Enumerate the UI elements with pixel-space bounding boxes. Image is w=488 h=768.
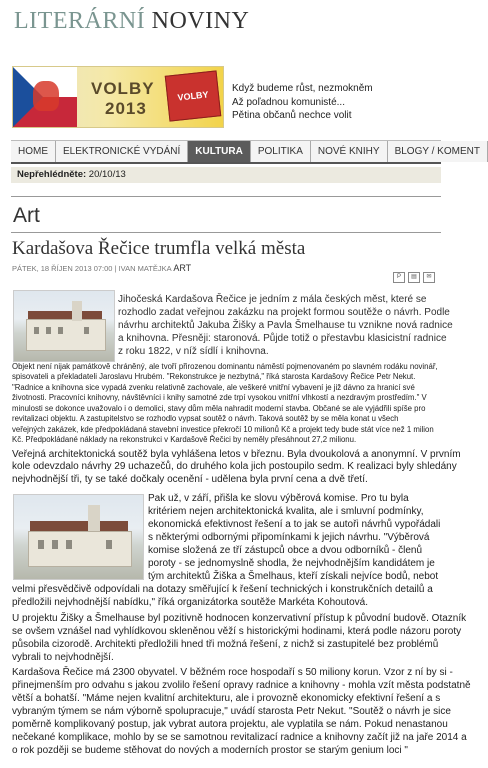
promo-link[interactable]: Pětina občanů nechce volit: [232, 110, 352, 121]
body-line: poměrně komplikovaný postup, jak vybrat autora projektu, ale vyplatila se nám. Pokud nenastanou: [12, 719, 448, 730]
article-meta: [12, 263, 191, 273]
promo-link[interactable]: Když budeme růst, nezmokněm: [232, 83, 373, 94]
body-line: veřejných zakázek, kde předpokládaná stavební investice překročí 10 milionů Kč a projekt tedy bude stát více než 1 milion: [12, 425, 434, 434]
print-icon[interactable]: ▤: [408, 272, 420, 283]
article-tools: [393, 272, 435, 283]
divider: [11, 232, 441, 233]
body-line: U projektu Žišky a Šmelhause byl pozitivně hodnocen konzervativní přístup k původní budově. Otazník: [12, 613, 467, 624]
body-line: s některými odbornými připomínkami k jejich návrhu. "Výběrová: [148, 532, 430, 543]
czech-flag-icon: [13, 67, 77, 127]
body-line: Pak už, v září, přišla ke slovu výběrová komise. Pro tu byla: [148, 493, 409, 504]
coat-of-arms-icon: [33, 81, 59, 111]
pdf-icon[interactable]: P: [393, 272, 405, 283]
nav-electronic-edition[interactable]: ELEKTRONICKÉ VYDÁNÍ: [56, 141, 188, 162]
ticker: [11, 167, 441, 183]
masthead-part2: NOVINY: [151, 8, 250, 34]
body-line: poroty - se jednomyslně shodla, že nejvhodnějším kandidátem je: [148, 558, 435, 569]
body-line: spisovateli a překladateli Jaroslavu Hrubém. "Rekonstrukce je nezbytná," říká starosta Kardašovy Řečice Petr Nekut.: [12, 372, 416, 381]
banner-year: 2013: [105, 99, 147, 118]
body-line: se ovšem vznášel nad vyhlídkovou skleněnou věží s historickými hodinami, která podle názoru poroty: [12, 626, 462, 637]
promo-links: [232, 82, 373, 123]
section-title: Art: [13, 204, 40, 227]
masthead-logo[interactable]: [14, 8, 249, 35]
lead-line: a knihovna. Přesněji: staronová. Půjde totiž o přestavbu klasicistní radnice: [118, 333, 447, 344]
body-line: Veřejná architektonická soutěž byla vyhlášena letos v březnu. Byla dvoukolová a anonymní. V prvním: [12, 449, 461, 460]
body-line: vybrali to nejvhodnější.: [12, 652, 114, 663]
ticker-value[interactable]: 20/10/13: [88, 169, 126, 180]
article-headline[interactable]: Kardašova Řečice trumfla velká města: [12, 238, 306, 259]
body-line: tým architektů Žiška a Šmelhaus, kteří získali nejvíce bodů, nebot: [148, 571, 439, 582]
ticker-label: Nepřehlédněte:: [17, 169, 87, 180]
nav-kultura[interactable]: KULTURA: [188, 141, 251, 162]
election-banner[interactable]: [12, 66, 224, 128]
body-line: revitalizaci objektu. A zastupitelstvo se rozhodlo vypsat soutěž o návrh. Taková soutěž by se měla konat u všech: [12, 414, 399, 423]
body-line: předložili nejvhodnější nabídku," říká organizátorka soutěže Markéta Kohoutová.: [12, 597, 368, 608]
body-line: přinejmenším pro odvahu s jakou zvolilo řešení opravy radnice a knihovny - mohla vzít města podstatně: [12, 680, 471, 691]
body-line: životnosti. Pracovníci knihovny, návštěvníci i knihy samotné zde trpí vysokou vnitřní vlhkostí a nezdravým prostředím." V: [12, 393, 427, 402]
lead-line: Jihočeská Kardašova Řečice je jedním z mála českých měst, které se: [118, 294, 427, 305]
body-line: větší a bohatší. "Máme nejen kvalitní architekturu, ale i provozně ekonomicky efektivní řešení a s: [12, 693, 441, 704]
body-line: ekonomická efektivnost řešení a to jak se autoři návrhů vypořádali: [148, 519, 441, 530]
article-image-1: [13, 290, 115, 362]
ballot-box-icon: VOLBY: [165, 70, 222, 121]
divider: [11, 196, 441, 197]
nav-home[interactable]: HOME: [11, 141, 56, 162]
banner-word: VOLBY: [91, 79, 155, 98]
article-date-author: PÁTEK, 18 ŘÍJEN 2013 07:00 | IVAN MATĚJKA: [12, 264, 172, 273]
body-line: kritériem nejen architektonická kvalita, ale i smluvní podmínky,: [148, 506, 424, 517]
lead-line: rozhodlo zadat veřejnou zakázku na projekt formou soutěže o návrh. Podle: [118, 307, 450, 318]
nav-nove-knihy[interactable]: NOVÉ KNIHY: [311, 141, 388, 162]
body-line: "Radnice a knihovna sice vypadá zvenku relativně zachovale, ale veškeré vnitřní vybavení je již dávno za hranicí své: [12, 383, 415, 392]
body-line: Objekt není nijak památkově chráněný, ale tvoří přirozenou dominantu náměstí pojmenovaném po slavném rodáku novinář,: [12, 362, 438, 371]
body-line: kole odevzdalo návrhy 29 uchazečů, do druhého kola jich postoupilo sedm. K realizaci byly shledány: [12, 461, 457, 472]
masthead-part1: LITERÁRNÍ: [14, 8, 146, 34]
lead-line: návrhu architektů Jakuba Žišky a Pavla Šmelhause tu vznikne nová radnice: [118, 320, 453, 331]
article-image-2: [13, 494, 144, 580]
body-line: Kardašova Řečice má 2300 obyvatel. V běžném roce hospodaří s 50 miliony korun. Vzor z ní by si -: [12, 667, 453, 678]
nav-blogy[interactable]: BLOGY / KOMENT: [388, 141, 488, 162]
body-line: vybraným týmem se nám výborně spolupracuje," uvádí starosta Petr Nekut. "Soutěž o návrh je sice: [12, 706, 451, 717]
body-line: velmi přesvědčivě odpovídali na dotazy směřující k řešení technických i konstrukčních detailů a: [12, 584, 433, 595]
body-line: nečekané komplikace, mohlo by se se samotnou revitalizací radnice a knihovny začít již na jaře 2014 a: [12, 732, 467, 743]
body-line: působila cizorodě. Architekti předložili hned tři možná řešení, z nichž si zastupitelé bez problémů: [12, 639, 439, 650]
body-line: Kč. Předpokládané náklady na rekonstrukci v Kardašově Řečici by neměly přesáhnout 27,2 milionu.: [12, 435, 357, 444]
body-line: o rok později se budeme stěhovat do nových a moderních prostor se starým genium loci ": [12, 745, 408, 756]
body-line: minulosti se dokonce uvažovalo i o demolici, stavy dům měla nahradit moderní stavba. Občané se ale vyjádřili spíše pro: [12, 404, 426, 413]
email-icon[interactable]: ✉: [423, 272, 435, 283]
article-category[interactable]: ART: [173, 263, 192, 273]
body-line: komise složená ze tří zástupců obce a dvou odborníků - členů: [148, 545, 423, 556]
body-line: nejvhodnější tři, ty se také dočkaly ocenění - udělena byla první cena a dvě třetí.: [12, 474, 368, 485]
promo-link[interactable]: Až poľadnou komunisté...: [232, 96, 345, 108]
lead-line: z roku 1822, v níž sídlí i knihovna.: [118, 346, 269, 357]
nav-politika[interactable]: POLITIKA: [251, 141, 311, 162]
main-nav: [11, 140, 480, 164]
